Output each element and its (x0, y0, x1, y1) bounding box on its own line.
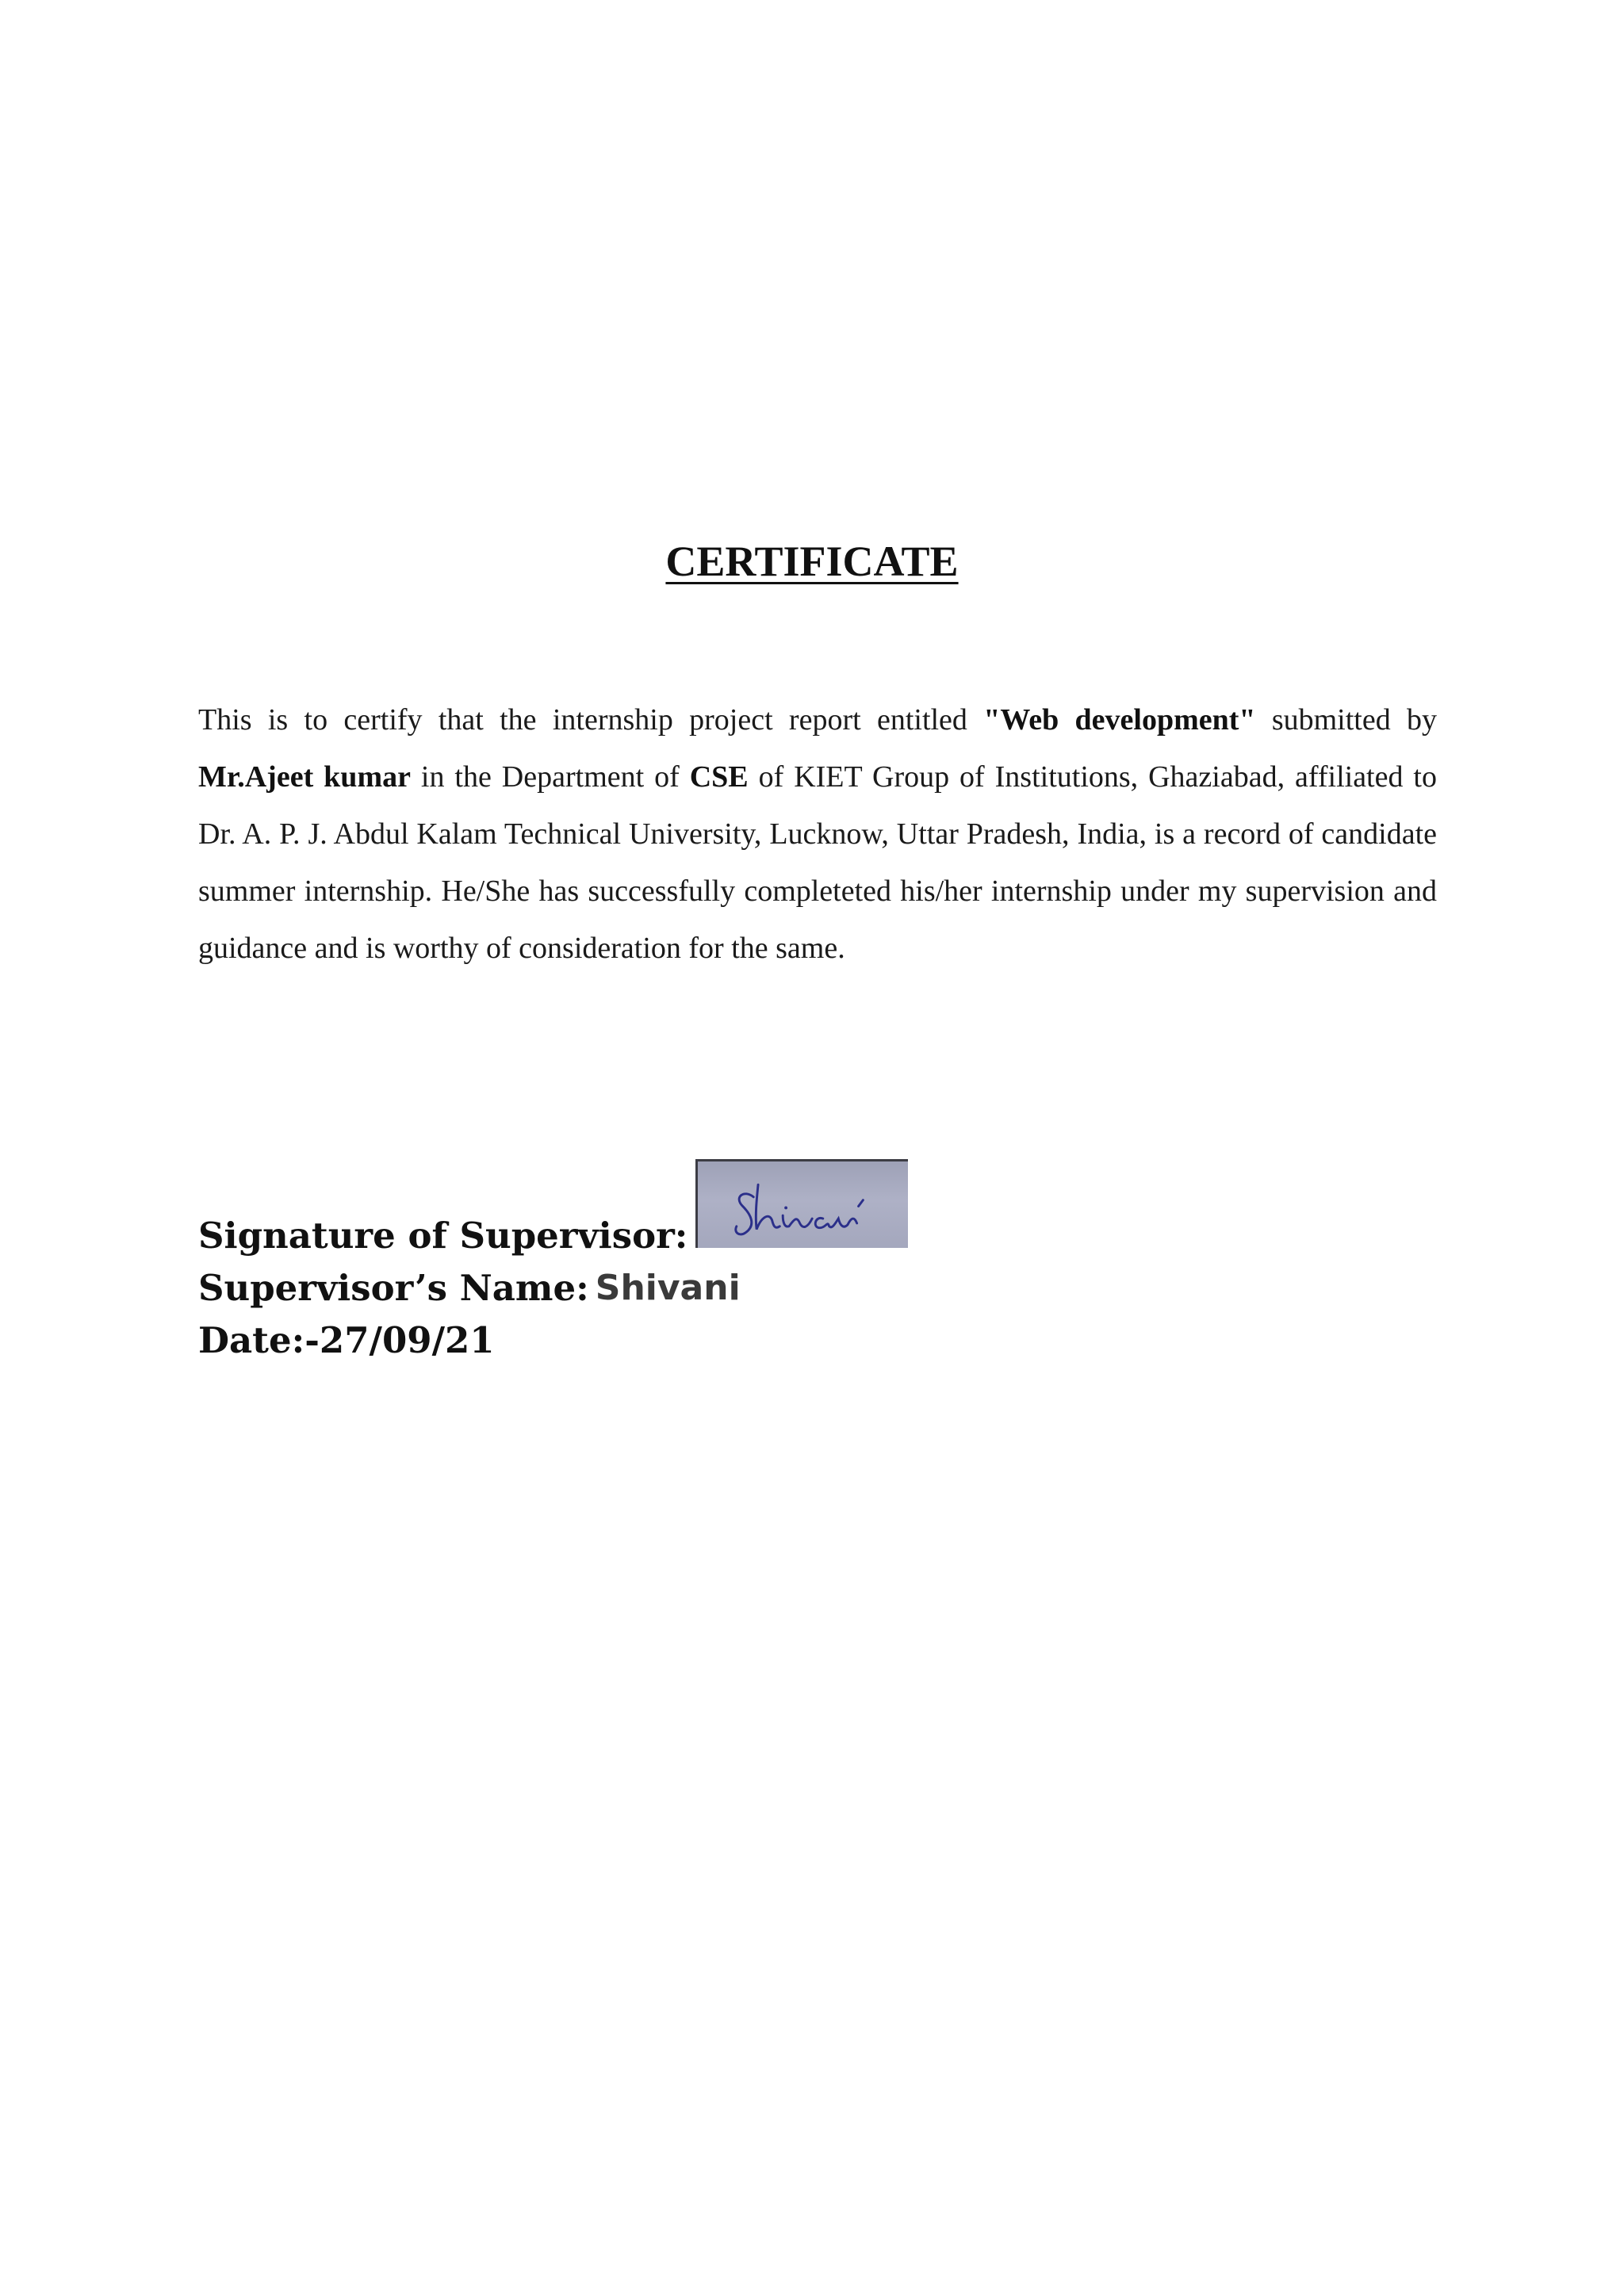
student-name: Mr.Ajeet kumar (198, 760, 411, 794)
supervisor-name-label: Supervisor’s Name: (198, 1267, 589, 1309)
body-text-part-1: This is to certify that the internship project report entitled (198, 703, 984, 737)
department-name: CSE (689, 760, 749, 794)
signature-block (198, 1164, 1308, 1367)
signature-image (695, 1159, 908, 1248)
supervisor-name-row (198, 1262, 1308, 1314)
body-text-part-3: in the Department of (410, 760, 690, 794)
certificate-title: CERTIFICATE (665, 538, 959, 585)
supervisor-name-value: Shivani (595, 1268, 741, 1308)
signature-label: Signature of Supervisor: (198, 1215, 688, 1257)
date-label: Date:-27/09/21 (198, 1319, 495, 1361)
project-title: "Web development" (983, 703, 1256, 737)
signature-row (198, 1164, 1308, 1262)
certificate-body (198, 691, 1437, 977)
date-row (198, 1314, 1308, 1367)
body-text-part-2: submitted by (1255, 703, 1438, 737)
body-text-part-4: of KIET Group of Institutions, Ghaziabad, affiliated to Dr. A. P. J. Abdul Kalam Technical University, Lucknow, Uttar Pradesh, India, is a record of candidate summer internship. He/She has successfully completeted his/her internship under my supervision and guidance and is worthy of consideration for the same. (198, 760, 1437, 965)
handwritten-signature-icon (698, 1161, 908, 1248)
